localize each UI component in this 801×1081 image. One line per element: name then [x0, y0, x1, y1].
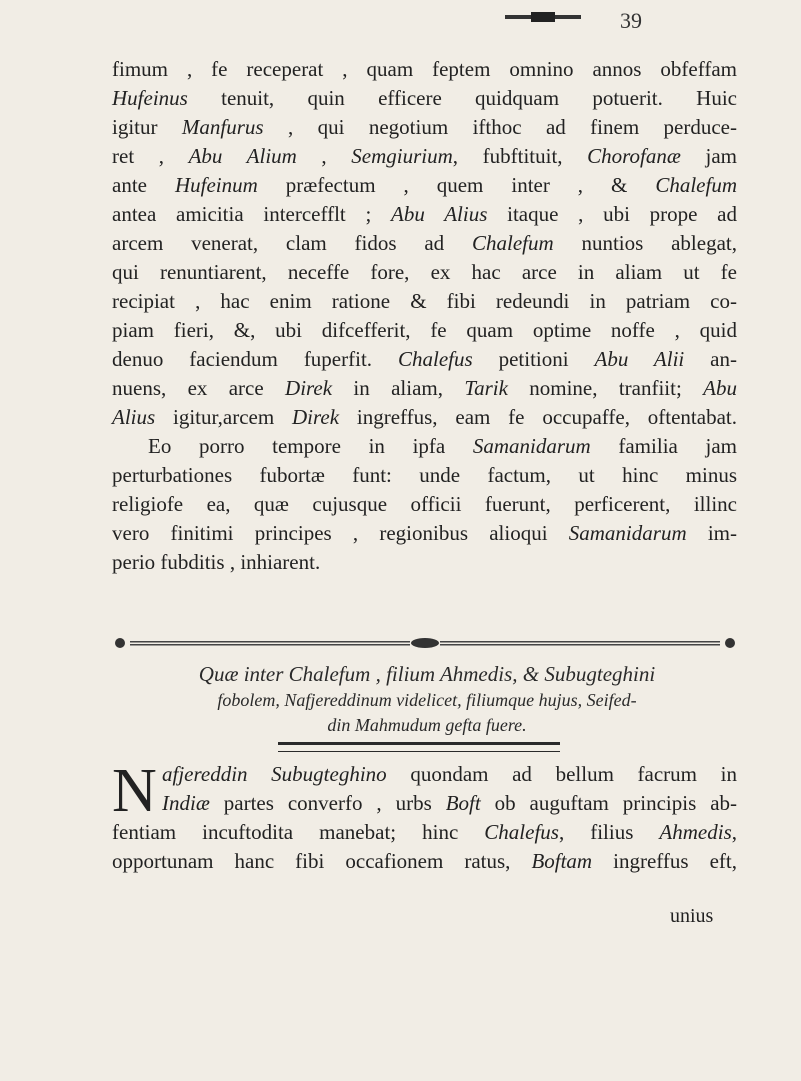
- text-line: ante Hufeinum præfectum , quem inter , & Chalefum: [112, 173, 737, 197]
- text-line: religiofe ea, quæ cujusque officii fuerunt, perficerent, illinc: [112, 492, 737, 516]
- section-heading: [112, 660, 742, 738]
- text-line: arcem venerat, clam fidos ad Chalefum nuntios ablegat,: [112, 231, 737, 255]
- text-line: Indiæ partes converfo , urbs Boft ob auguftam principis ab-: [162, 791, 738, 815]
- text-line: qui renuntiarent, neceffe fore, ex hac arce in aliam ut fe: [112, 260, 737, 284]
- text-line: antea amicitia intercefflt ; Abu Alius itaque , ubi prope ad: [112, 202, 738, 226]
- heading-line: Quæ inter Chalefum , filium Ahmedis, & Subugteghini: [198, 662, 656, 686]
- text-line: Hufeinus tenuit, quin efficere quidquam potuerit. Huic: [112, 86, 737, 110]
- text-line: igitur Manfurus , qui negotium ifthoc ad finem perduce-: [112, 115, 737, 139]
- text-line: nuens, ex arce Direk in aliam, Tarik nomine, tranfiit; Abu: [112, 376, 737, 400]
- text-line: perio fubditis , inhiarent.: [112, 550, 321, 574]
- catchword: unius: [670, 905, 714, 927]
- text-line: piam fieri, &, ubi difcefferit, fe quam optime noffe , quid: [112, 318, 737, 342]
- text-line: Alius igitur,arcem Direk ingreffus, eam fe occupaffe, oftentabat.: [112, 405, 737, 429]
- heading-line: fobolem, Nafjereddinum videlicet, filiumque hujus, Seifed-: [217, 690, 637, 710]
- ornamental-rule: [110, 636, 740, 650]
- text-line: Eo porro tempore in ipfa Samanidarum familia jam: [148, 434, 737, 458]
- main-paragraph: [112, 55, 737, 577]
- text-line: recipiat , hac enim ratione & fibi redeundi in patriam co-: [112, 289, 737, 313]
- text-line: afjereddin Subugteghino quondam ad bellum facrum in: [162, 762, 737, 786]
- text-line: vero finitimi principes , regionibus alioqui Samanidarum im-: [112, 521, 737, 545]
- heading-rule: [278, 742, 560, 752]
- second-paragraph: [112, 757, 738, 876]
- text-line: denuo faciendum fuperfit. Chalefus petitioni Abu Alii an-: [112, 347, 737, 371]
- text-line: perturbationes fubortæ funt: unde factum, ut hinc minus: [112, 463, 737, 487]
- header-ornament: [505, 12, 581, 22]
- text-line: ret , Abu Alium , Semgiurium, fubftituit, Chorofanæ jam: [112, 144, 737, 168]
- text-line: fimum , fe receperat , quam feptem omnino annos obfeffam: [112, 57, 737, 81]
- text-line: opportunam hanc fibi occafionem ratus, Boftam ingreffus eft,: [112, 849, 737, 873]
- drop-cap: N: [112, 757, 157, 825]
- page-number: 39: [620, 8, 642, 33]
- text-line: fentiam incuftodita manebat; hinc Chalefus, filius Ahmedis,: [112, 820, 737, 844]
- heading-line: din Mahmudum gefta fuere.: [327, 715, 527, 735]
